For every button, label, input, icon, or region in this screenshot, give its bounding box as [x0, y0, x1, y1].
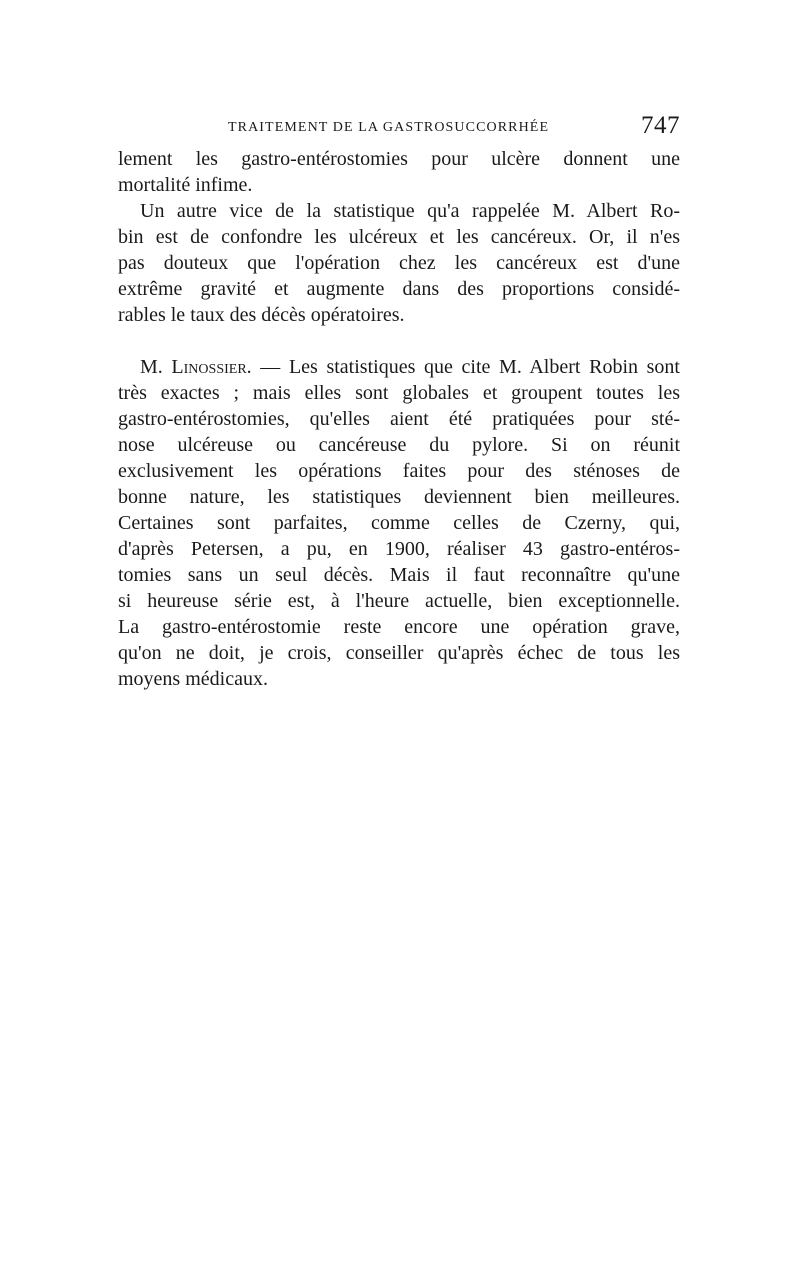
running-header: [118, 112, 680, 146]
text-line: nose ulcéreuse ou cancéreuse du pylore. Si on réunit: [118, 434, 680, 456]
text-line: mortalité infime.: [118, 174, 253, 196]
text-line: très exactes ; mais elles sont globales et groupent toutes les: [118, 382, 680, 404]
text-line: d'après Petersen, a pu, en 1900, réaliser 43 gastro-entéros-: [118, 538, 680, 560]
text-line: qu'on ne doit, je crois, conseiller qu'après échec de tous les: [118, 642, 680, 664]
speaker-name: M. Linossier.: [140, 356, 252, 378]
text-line: gastro-entérostomies, qu'elles aient été pratiquées pour sté-: [118, 408, 680, 430]
page-number: 747: [641, 112, 680, 139]
running-title: TRAITEMENT DE LA GASTROSUCCORRHÉE: [228, 120, 550, 135]
speaker-remark-start: — Les statistiques que cite M. Albert Robin sont: [251, 356, 680, 378]
text-line: tomies sans un seul décès. Mais il faut reconnaître qu'une: [118, 564, 680, 586]
text-line: exclusivement les opérations faites pour des sténoses de: [118, 460, 680, 482]
paragraph-statistics-vice: [118, 198, 680, 328]
text-line: Un autre vice de la statistique qu'a rappelée M. Albert Ro-: [140, 200, 680, 222]
text-line: moyens médicaux.: [118, 668, 268, 690]
paragraph-linossier-remarks: [118, 354, 680, 692]
text-line: bonne nature, les statistiques deviennent bien meilleures.: [118, 486, 680, 508]
book-page: [118, 112, 680, 692]
text-line: lement les gastro-entérostomies pour ulcère donnent une: [118, 148, 680, 170]
text-line: si heureuse série est, à l'heure actuelle, bien exceptionnelle.: [118, 590, 680, 612]
text-line: pas douteux que l'opération chez les cancéreux est d'une: [118, 252, 680, 274]
text-line: Certaines sont parfaites, comme celles de Czerny, qui,: [118, 512, 680, 534]
text-line: bin est de confondre les ulcéreux et les cancéreux. Or, il n'es: [118, 226, 680, 248]
text-line: La gastro-entérostomie reste encore une opération grave,: [118, 616, 680, 638]
text-line-first: [118, 354, 680, 380]
text-line: rables le taux des décès opératoires.: [118, 304, 405, 326]
paragraph-continuation: [118, 146, 680, 198]
text-line: extrême gravité et augmente dans des proportions considé-: [118, 278, 680, 300]
